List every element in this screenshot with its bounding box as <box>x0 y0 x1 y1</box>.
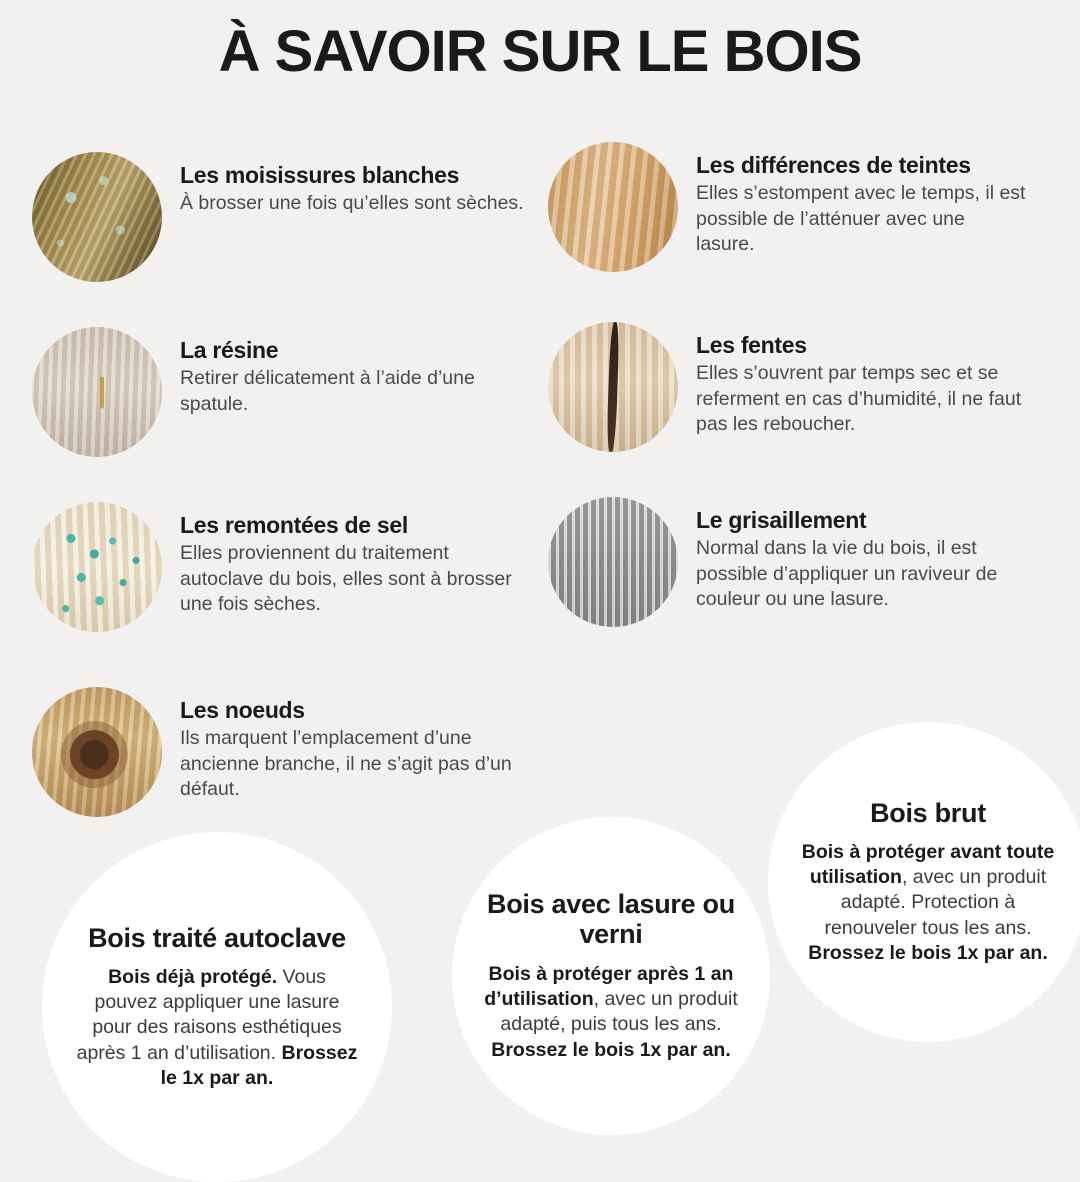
fact-title: Les différences de teintes <box>696 152 971 178</box>
greying-wood-photo <box>548 497 678 627</box>
circle-footer: Brossez le 1x par an. <box>160 1041 358 1090</box>
fact-body: Retirer délicatement à l’aide d’une spatule. <box>180 367 475 415</box>
fact-item <box>32 152 524 282</box>
fact-title: Les remontées de sel <box>180 512 408 538</box>
fact-item <box>548 322 1026 452</box>
circle-lead: Bois à protéger après 1 an d’utilisation <box>484 962 734 1010</box>
circle-bois-brut <box>768 722 1080 1042</box>
knot-wood-photo <box>32 687 162 817</box>
fact-item <box>548 497 1026 627</box>
fact-title: Les noeuds <box>180 697 305 723</box>
fact-text <box>180 687 530 803</box>
fact-title: Les fentes <box>696 332 807 358</box>
circle-title: Bois avec lasure ou verni <box>487 889 735 950</box>
fact-text <box>696 142 1026 258</box>
circle-detail: Vous pouvez appliquer une lasure pour des raisons esthétiques après 1 an d’utilisation. <box>76 965 342 1064</box>
fact-text <box>696 322 1026 438</box>
circle-lead: Bois déjà protégé. <box>108 965 278 988</box>
fact-body: Normal dans la vie du bois, il est possible d’appliquer un raviveur de couleur ou une lasure. <box>696 537 998 611</box>
circle-detail: , avec un produit adapté. Protection à renouveler tous les ans. <box>824 866 1047 939</box>
fact-item <box>548 142 1026 272</box>
circle-bois-avec-lasure-ou-verni <box>452 817 770 1135</box>
fact-text <box>180 502 530 618</box>
fact-title: Les moisissures blanches <box>180 162 460 188</box>
circle-body <box>798 840 1058 967</box>
shade-difference-wood-photo <box>548 142 678 272</box>
fact-text <box>696 497 1026 613</box>
fact-item <box>32 687 530 817</box>
resin-drop-wood-photo <box>32 327 162 457</box>
circle-body <box>474 962 748 1063</box>
fact-item <box>32 327 530 457</box>
salt-deposit-wood-photo <box>32 502 162 632</box>
fact-title: Le grisaillement <box>696 507 867 533</box>
white-mould-wood-photo <box>32 152 162 282</box>
fact-body: À brosser une fois qu’elles sont sèches. <box>180 192 524 214</box>
page-title: À SAVOIR SUR LE BOIS <box>218 19 862 84</box>
fact-body: Elles s’estompent avec le temps, il est possible de l’atténuer avec une lasure. <box>696 182 1026 256</box>
fact-item <box>32 502 530 632</box>
circle-bois-traite-autoclave <box>42 832 392 1182</box>
fact-text <box>180 327 530 417</box>
fact-body: Ils marquent l’emplacement d’une ancienne branche, il ne s’agit pas d’un défaut. <box>180 727 512 801</box>
circle-title: Bois traité autoclave <box>88 922 346 953</box>
circle-lead: Bois à protéger avant toute utilisation <box>801 840 1055 889</box>
circle-footer: Brossez le bois 1x par an. <box>491 1038 731 1061</box>
circle-detail: , avec un produit adapté, puis tous les ans. <box>500 987 738 1036</box>
circle-footer: Brossez le bois 1x par an. <box>808 942 1048 965</box>
fact-body: Elles s’ouvrent par temps sec et se referment en cas d’humidité, il ne faut pas les reboucher. <box>696 362 1022 436</box>
fact-text <box>180 152 524 217</box>
fact-title: La résine <box>180 337 279 363</box>
crack-wood-photo <box>548 322 678 452</box>
circle-title: Bois brut <box>870 797 986 828</box>
fact-body: Elles proviennent du traitement autoclave du bois, elles sont à brosser une fois sèches. <box>180 542 512 616</box>
circle-body <box>76 965 358 1092</box>
